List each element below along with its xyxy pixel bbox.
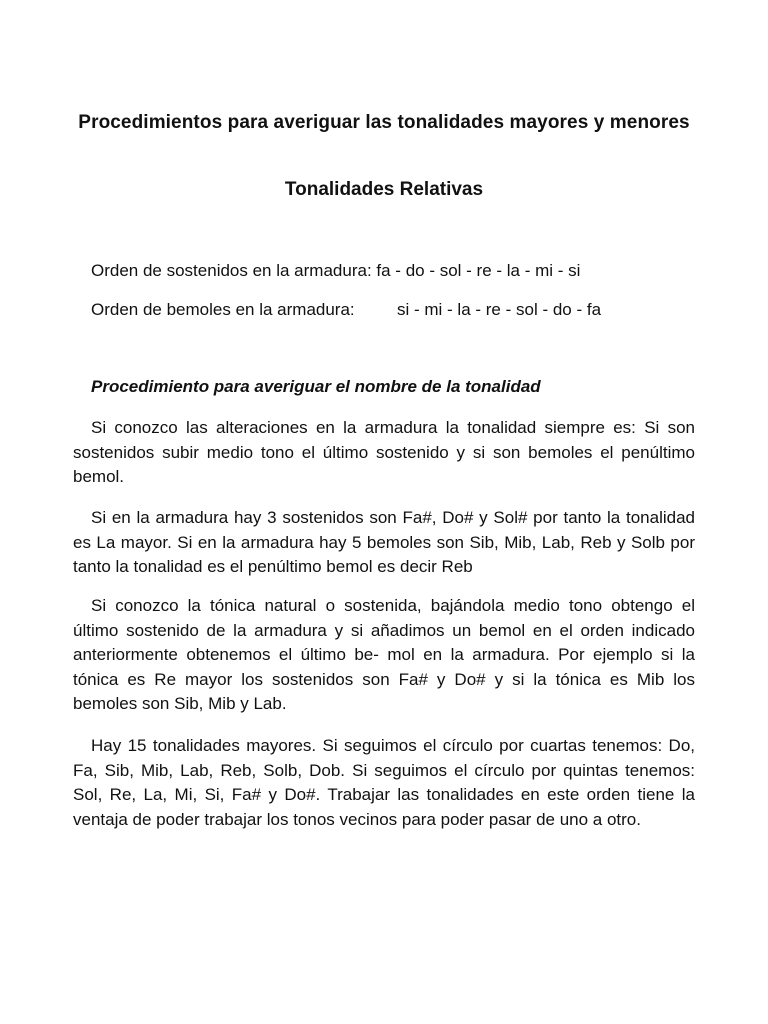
- document-subtitle: Tonalidades Relativas: [284, 179, 484, 200]
- flats-order-value: si - mi - la - re - sol - do - fa: [397, 300, 602, 319]
- sharps-order-label: Orden de sostenidos en la armadura:: [91, 261, 372, 280]
- document-title: Procedimientos para averiguar las tonalidades mayores y menores: [78, 112, 690, 133]
- paragraph: Si conozco la tónica natural o sostenida, bajándola medio tono obtengo el último sostenido de la armadura y si añadimos un bemol en el orden indicado anteriormente obtenemos el último be- mol en la armadura. Por ejemplo si la tónica es Re mayor los sostenidos son Fa# y Do# y si la tónica es Mib los bemoles son Sib, Mib y Lab.: [73, 596, 695, 714]
- paragraph: Si conozco las alteraciones en la armadura la tonalidad siempre es: Si son sostenidos subir medio tono el último sostenido y si son bemoles el penúltimo bemol.: [73, 418, 695, 487]
- sharps-order-value: fa - do - sol - re - la - mi - si: [376, 261, 581, 280]
- flats-order-line: [91, 298, 601, 322]
- paragraph: Hay 15 tonalidades mayores. Si seguimos el círculo por cuartas tenemos: Do, Fa, Sib, Mib, Lab, Reb, Solb, Dob. Si seguimos el círculo por quintas tenemos: Sol, Re, La, Mi, Si, Fa# y Do#. Trabajar las tonalidades en este orden tiene la ventaja de poder trabajar los tonos vecinos para poder pasar de uno a otro.: [73, 736, 695, 829]
- flats-order-label: Orden de bemoles en la armadura:: [91, 300, 355, 319]
- section-heading: Procedimiento para averiguar el nombre de la tonalidad: [91, 377, 541, 396]
- paragraph: Si en la armadura hay 3 sostenidos son Fa#, Do# y Sol# por tanto la tonalidad es La mayor. Si en la armadura hay 5 bemoles son Sib, Mib, Lab, Reb y Solb por tanto la tonalidad es el penúltimo bemol es decir Reb: [73, 508, 695, 577]
- sharps-order-line: [91, 259, 580, 283]
